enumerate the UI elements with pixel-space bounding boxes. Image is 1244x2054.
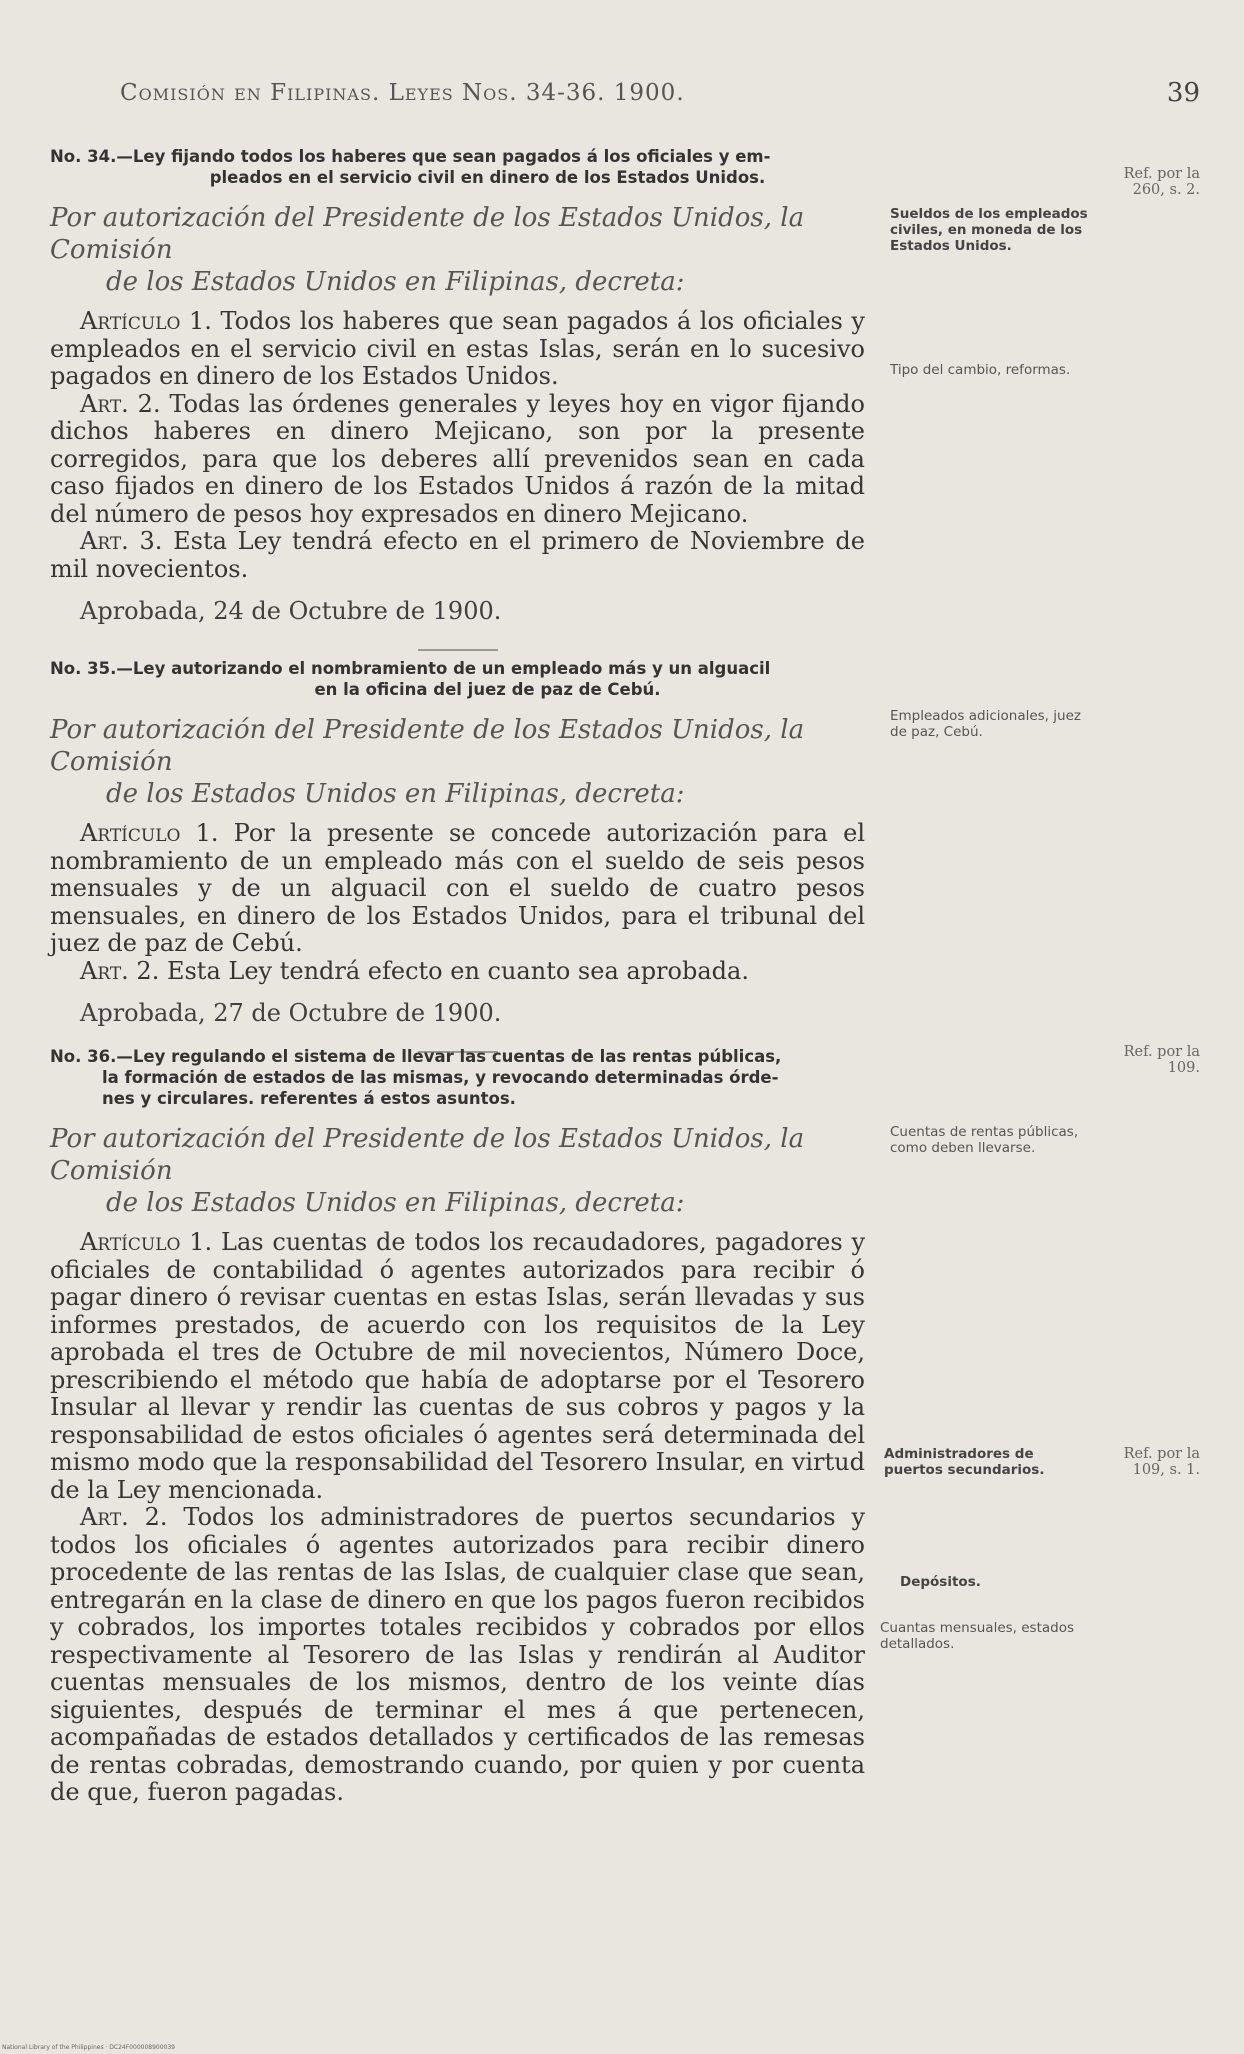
law-35-title: No. 35.—Ley autorizando el nombramiento de un empleado más y un alguacil en la oficina del juez de paz de Cebú. [50, 659, 771, 699]
page-number: 39 [1166, 78, 1200, 108]
margin-note-deposits: Depósitos. [900, 1574, 981, 1590]
law-34 [50, 146, 865, 651]
margin-note-employees: Empleados adicionales, juez de paz, Cebú. [890, 708, 1081, 740]
law-35-approved: Aprobada, 27 de Octubre de 1900. [80, 999, 502, 1027]
margin-note-ports: Administradores de puertos secundarios. [884, 1446, 1045, 1478]
margin-note-monthly: Cuantas mensuales, estados detallados. [880, 1620, 1075, 1652]
margin-ref-109: Ref. por la 109. [1123, 1044, 1200, 1076]
law-34-article-3: Art. 3. Esta Ley tendrá efecto en el primero de Noviembre de mil novecientos. [50, 527, 865, 583]
law-34-approved: Aprobada, 24 de Octubre de 1900. [80, 597, 502, 625]
section-divider [418, 649, 498, 651]
law-36-article-1: Artículo 1. Las cuentas de todos los recaudadores, pagadores y oficiales de contabilidad ó agentes autorizados para recibir ó pagar dinero ó revisar cuentas en estas Islas, serán llevadas y sus informes prestados, de acuerdo con los requisitos de la Ley aprobada el tres de Octubre de mil novecientos, Número Doce, prescribiendo el método que había de adoptarse por el Tesorero Insular al llevar y rendir las cuentas de sus cobros y pagos y la responsabilidad de estos oficiales ó agentes será determinada del mismo modo que la responsabilidad del Tesorero Insular, en virtud de la Ley mencionada. [50, 1228, 866, 1504]
law-35-article-1: Artículo 1. Por la presente se concede autorización para el nombramiento de un empleado más con el sueldo de seis pesos mensuales y de un alguacil con el sueldo de cuatro pesos mensuales, en dinero de los Estados Unidos, para el tribunal del juez de paz de Cebú. [50, 819, 865, 957]
law-36-title: No. 36.—Ley regulando el sistema de llevar las cuentas de las rentas públicas, la formación de estados de las mismas, y revocando determinadas órde- nes y circulares. referentes á estos asuntos. [50, 1047, 782, 1108]
law-35-authority: Por autorización del Presidente de los Estados Unidos, la Comisión de los Estados Unidos en Filipinas, decreta: [50, 715, 805, 809]
margin-ref-260: Ref. por la 260, s. 2. [1123, 166, 1200, 198]
margin-ref-109-s1: Ref. por la 109, s. 1. [1123, 1446, 1200, 1478]
margin-note-exchange: Tipo del cambio, reformas. [890, 362, 1071, 378]
law-36 [50, 1046, 865, 1807]
law-35 [50, 658, 865, 1053]
scan-footer: National Library of the Philippines · DC24F000008900039 [2, 2044, 175, 2051]
law-36-authority: Por autorización del Presidente de los Estados Unidos, la Comisión de los Estados Unidos en Filipinas, decreta: [50, 1124, 805, 1218]
law-34-article-1: Artículo 1. Todos los haberes que sean pagados á los oficiales y empleados en el servicio civil en estas Islas, serán en lo sucesivo pagados en dinero de los Estados Unidos. [50, 307, 865, 390]
margin-note-accounts: Cuentas de rentas públicas, como deben llevarse. [890, 1124, 1079, 1156]
law-34-authority: Por autorización del Presidente de los Estados Unidos, la Comisión de los Estados Unidos en Filipinas, decreta: [50, 203, 805, 297]
running-title: Comisión en Filipinas. Leyes Nos. 34-36. 1900. [120, 80, 685, 106]
law-36-article-2: Art. 2. Todos los administradores de puertos secundarios y todos los oficiales ó agentes autorizados para recibir dinero procedente de las rentas de las Islas, de cualquier clase que sean, entregarán en la clase de dinero en que los pagos fueron recibidos y cobrados, los importes totales recibidos y cobrados por ellos respectivamente al Tesorero de las Islas y rendirán al Auditor cuentas mensuales de los mismos, dentro de los veinte días siguientes, después de terminar el mes á que pertenecen, acompañadas de estados detallados y certificados de las remesas de rentas cobradas, demostrando cuando, por quien y por cuenta de que, fueron pagadas. [50, 1503, 865, 1806]
law-34-article-2: Art. 2. Todas las órdenes generales y leyes hoy en vigor fijando dichos haberes en dinero Mejicano, son por la presente corregidos, para que los deberes allí prevenidos sean en cada caso fijados en dinero de los Estados Unidos á razón de la mitad del número de pesos hoy expresados en dinero Mejicano. [50, 389, 865, 528]
law-35-article-2: Art. 2. Esta Ley tendrá efecto en cuanto sea aprobada. [80, 956, 749, 985]
page-header [120, 80, 1200, 116]
law-34-title: No. 34.—Ley fijando todos los haberes que sean pagados á los oficiales y em- pleados en el servicio civil en dinero de los Estados Unidos. [50, 147, 771, 187]
margin-note-salaries: Sueldos de los empleados civiles, en moneda de los Estados Unidos. [890, 206, 1088, 254]
